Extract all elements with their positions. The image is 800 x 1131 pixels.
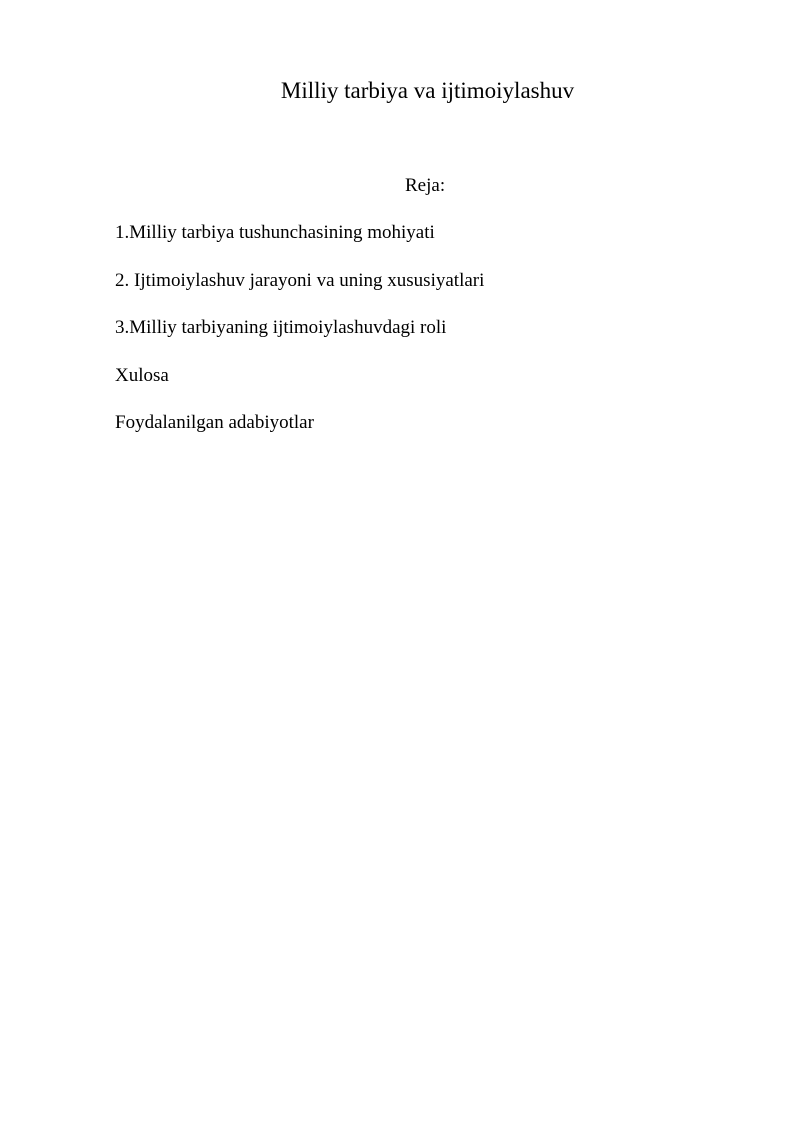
plan-item-3: 3.Milliy tarbiyaning ijtimoiylashuvdagi roli <box>115 317 447 338</box>
plan-item-references: Foydalanilgan adabiyotlar <box>115 412 314 433</box>
plan-list <box>115 220 484 458</box>
document-title: Milliy tarbiya va ijtimoiylashuv <box>280 78 575 103</box>
plan-item-2: 2. Ijtimoiylashuv jarayoni va uning xususiyatlari <box>115 269 485 291</box>
plan-item-conclusion: Xulosa <box>115 364 169 386</box>
plan-heading: Reja: <box>405 175 446 196</box>
plan-item-1: 1.Milliy tarbiya tushunchasining mohiyati <box>115 222 435 243</box>
